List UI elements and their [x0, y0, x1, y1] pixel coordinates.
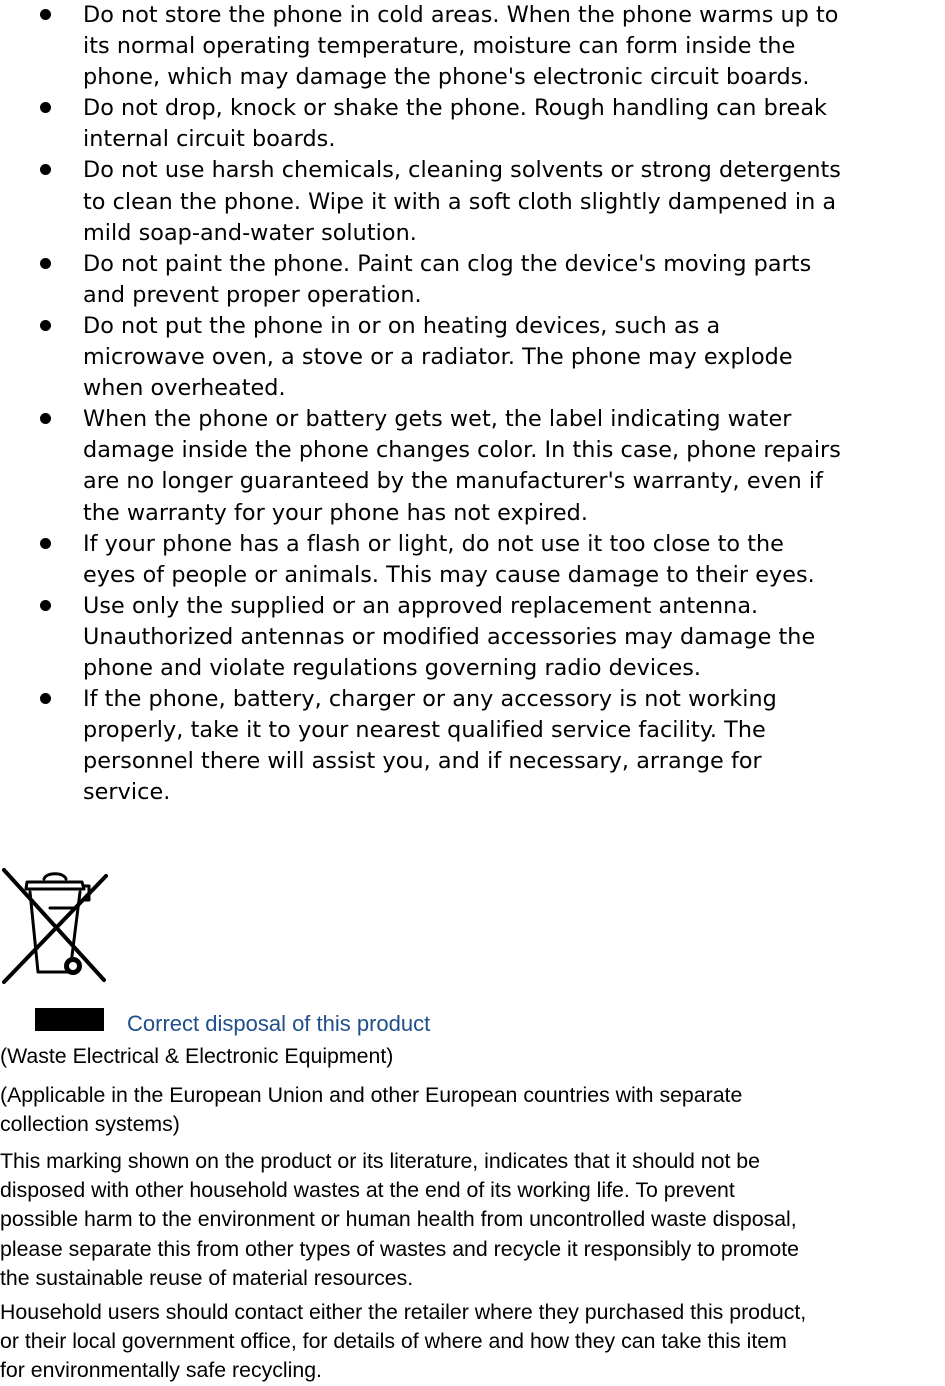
- disposal-subtitle: (Waste Electrical & Electronic Equipment): [0, 1044, 394, 1068]
- bullet-icon: [40, 164, 51, 175]
- list-item: [0, 93, 945, 155]
- disposal-users-paragraph: Household users should contact either the retailer where they purchased this product, or their local government office, for details of where and how they can take this item for environmentally safe recycling.: [0, 1300, 807, 1383]
- bullet-icon: [40, 413, 51, 424]
- list-item: [0, 684, 945, 808]
- bullet-icon: [40, 600, 51, 611]
- bullet-icon: [40, 320, 51, 331]
- bullet-icon: [40, 693, 51, 704]
- precaution-text: Use only the supplied or an approved replacement antenna. Unauthorized antennas or modified accessories may damage the phone and violate regulations governing radio devices.: [83, 592, 816, 681]
- precaution-text: If the phone, battery, charger or any accessory is not working properly, take it to your nearest qualified service facility. The personnel there will assist you, and if necessary, arrange for service.: [83, 686, 777, 806]
- weee-black-bar: [35, 1008, 104, 1031]
- bullet-icon: [40, 9, 51, 20]
- precaution-text: Do not drop, knock or shake the phone. Rough handling can break internal circuit boards.: [83, 95, 827, 153]
- bullet-icon: [40, 258, 51, 269]
- disposal-heading: Correct disposal of this product: [127, 1011, 431, 1036]
- precaution-text: Do not store the phone in cold areas. When the phone warms up to its normal operating temperature, moisture can form inside the phone, which may damage the phone's electronic circuit boards.: [83, 2, 839, 91]
- precaution-text: When the phone or battery gets wet, the label indicating water damage inside the phone changes color. In this case, phone repairs are no longer guaranteed by the manufacturer's warranty, even if the warranty for your phone has not expired.: [83, 406, 841, 526]
- precaution-text: If your phone has a flash or light, do not use it too close to the eyes of people or animals. This may cause damage to their eyes.: [83, 530, 815, 588]
- precaution-text: Do not paint the phone. Paint can clog the device's moving parts and prevent proper operation.: [83, 250, 812, 308]
- disposal-applicability: (Applicable in the European Union and other European countries with separate collection systems): [0, 1083, 743, 1137]
- list-item: [0, 591, 945, 684]
- list-item: [0, 155, 945, 248]
- list-item: [0, 311, 945, 404]
- precaution-text: Do not put the phone in or on heating devices, such as a microwave oven, a stove or a radiator. The phone may explode when overheated.: [83, 312, 793, 402]
- disposal-marking-paragraph: This marking shown on the product or its literature, indicates that it should not be disposed with other household wastes at the end of its working life. To prevent possible harm to the environment or human health from uncontrolled waste disposal, please separate this from other types of wastes and recycle it responsibly to promote the sustainable reuse of material resources.: [0, 1149, 800, 1290]
- list-item: [0, 404, 945, 528]
- precaution-text: Do not use harsh chemicals, cleaning solvents or strong detergents to clean the phone. Wipe it with a soft cloth slightly dampened in a mild soap-and-water solution.: [83, 157, 841, 246]
- list-item: [0, 529, 945, 591]
- list-item: [0, 0, 945, 93]
- bullet-icon: [40, 102, 51, 113]
- crossed-out-wheelie-bin-icon: [0, 862, 113, 986]
- list-item: [0, 249, 945, 311]
- bullet-icon: [40, 538, 51, 549]
